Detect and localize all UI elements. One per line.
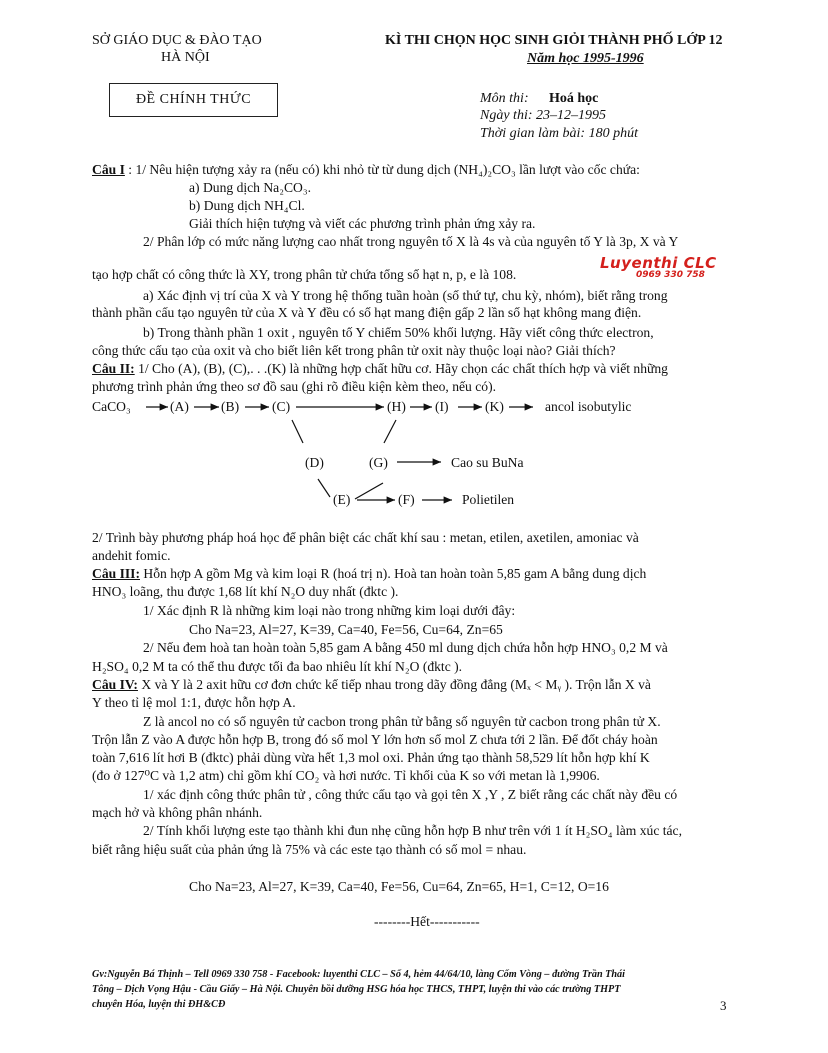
exam-date: Ngày thi: 23–12–1995	[480, 108, 606, 123]
q4-line-6: (đo ở 127⁰C và 1,2 atm) chỉ gồm khí CO₂ và hơi nước. Tỉ khối của K so với metan là 1,9906.	[92, 768, 600, 783]
node-k: (K)	[485, 399, 504, 414]
watermark-brand: Luyenthi CLC	[600, 254, 717, 272]
node-buna-rubber: Cao su BuNa	[451, 455, 524, 470]
department-city: HÀ NỘI	[161, 50, 210, 65]
q1-part2-line-2: tạo hợp chất có công thức là XY, trong phân tử chứa tổng số hạt n, p, e là 108.	[92, 267, 517, 282]
q4-label: Câu IV:	[92, 677, 138, 692]
q2-line-2: phương trình phản ứng theo sơ đồ sau (ghi rõ điều kiện kèm theo, nếu có).	[92, 379, 496, 394]
q1-option-b: b) Dung dịch NH₄Cl.	[189, 198, 305, 213]
line-e-g	[355, 483, 383, 499]
atomic-masses: Cho Na=23, Al=27, K=39, Ca=40, Fe=56, Cu=64, Zn=65, H=1, C=12, O=16	[189, 879, 609, 894]
q4-line-1: Câu IV: X và Y là 2 axit hữu cơ đơn chức kế tiếp nhau trong dãy đồng đẳng (Mₓ < Mᵧ ). Trộn lẫn X và	[92, 677, 651, 692]
q1-label: Câu I	[92, 162, 125, 177]
q4-line-8: mạch hở và không phân nhánh.	[92, 805, 263, 820]
q4-line-9: 2/ Tính khối lượng este tạo thành khi đun nhẹ cũng hỗn hợp B như trên với 1 ít H₂SO₄ làm xúc tác,	[143, 823, 682, 838]
school-year: Năm học 1995-1996	[527, 51, 644, 66]
q3-line-1: Câu III: Hỗn hợp A gồm Mg và kim loại R (hoá trị n). Hoà tan hoàn toàn 5,85 gam A bằng dung dịch	[92, 566, 647, 581]
page-number: 3	[720, 998, 727, 1013]
department-name: SỞ GIÁO DỤC & ĐÀO TẠO	[92, 33, 262, 48]
line-c-d	[292, 420, 303, 443]
node-i: (I)	[435, 399, 449, 414]
node-polyethylene: Polietilen	[462, 492, 515, 507]
q2-part2-line-1: 2/ Trình bày phương pháp hoá học để phân biệt các chất khí sau : metan, etilen, axetilen, amoniac và	[92, 530, 639, 545]
node-g: (G)	[369, 455, 388, 470]
footer-line-3: chuyên Hóa, luyện thi ĐH&CĐ	[92, 999, 226, 1010]
q1-part2a-line-2: thành phần cấu tạo nguyên tử của X và Y đều có số hạt mang điện gấp 2 lần số hạt không mang điện.	[92, 305, 642, 320]
node-d: (D)	[305, 455, 324, 470]
q1-option-a: a) Dung dịch Na₂CO₃.	[189, 180, 311, 195]
watermark-phone: 0969 330 758	[636, 270, 705, 280]
q1-part2-line-1: 2/ Phân lớp có mức năng lượng cao nhất trong nguyên tố X là 4s và của nguyên tố Y là 3p, X và Y	[143, 234, 679, 249]
q4-line-2: Y theo tỉ lệ mol 1:1, được hỗn hợp A.	[92, 695, 296, 710]
q3-line-4: Cho Na=23, Al=27, K=39, Ca=40, Fe=56, Cu=64, Zn=65	[189, 622, 503, 637]
node-e: (E)	[333, 492, 351, 507]
node-c: (C)	[272, 399, 291, 414]
q2-label: Câu II:	[92, 361, 135, 376]
q1-part2b-line-1: b) Trong thành phần 1 oxit , nguyên tố Y chiếm 50% khối lượng. Hãy viết công thức electron,	[143, 325, 654, 340]
line-d-e	[318, 479, 330, 497]
node-a: (A)	[170, 399, 189, 414]
watermark-logo	[600, 254, 717, 280]
node-f: (F)	[398, 492, 415, 507]
q3-line-2: HNO₃ loãng, thu được 1,68 lít khí N₂O duy nhất (đktc ).	[92, 584, 399, 599]
q1-line-1: Câu I : 1/ Nêu hiện tượng xảy ra (nếu có) khi nhỏ từ từ dung dịch (NH₄)₂CO₃ lần lượt vào cốc chứa:	[92, 162, 640, 177]
footer-line-2: Tông – Dịch Vọng Hậu - Cầu Giấy – Hà Nội. Chuyên bồi dưỡng HSG hóa học THCS, THPT, luyện thi vào các trường THPT	[92, 984, 621, 995]
node-ancol-isobutylic: ancol isobutylic	[545, 399, 632, 414]
end-marker: --------Hết-----------	[374, 914, 480, 929]
footer-line-1: Gv:Nguyễn Bá Thịnh – Tell 0969 330 758 - Facebook: luyenthi CLC – Số 4, hẻm 44/64/10, làng Cốm Vòng – đường Trần Thái	[92, 969, 625, 980]
q3-label: Câu III:	[92, 566, 140, 581]
q4-line-3: Z là ancol no có số nguyên tử cacbon trong phân tử bằng số nguyên tử cacbon trong phân tử X.	[143, 714, 661, 729]
q1-instruction: Giải thích hiện tượng và viết các phương trình phản ứng xảy ra.	[189, 216, 536, 231]
line-h-g	[384, 420, 396, 443]
official-exam-label: ĐỀ CHÍNH THỨC	[135, 92, 252, 107]
q2-line-1: Câu II: 1/ Cho (A), (B), (C),. . .(K) là những hợp chất hữu cơ. Hãy chọn các chất thích hợp và viết những	[92, 361, 668, 376]
q3-line-3: 1/ Xác định R là những kim loại nào trong những kim loại dưới đây:	[143, 603, 516, 618]
node-caco3: CaCO₃	[92, 399, 131, 414]
official-exam-box	[109, 83, 278, 117]
exam-title: KÌ THI CHỌN HỌC SINH GIỎI THÀNH PHỐ LỚP 12	[385, 33, 723, 48]
q3-line-6: H₂SO₄ 0,2 M ta có thể thu được tối đa bao nhiêu lít khí N₂O (đktc ).	[92, 659, 463, 674]
q4-line-4: Trộn lẫn Z vào A được hỗn hợp B, trong đó số mol Y lớn hơn số mol Z chưa tới 2 lần. Để đốt cháy hoàn	[92, 732, 658, 747]
node-h: (H)	[387, 399, 406, 414]
q4-line-7: 1/ xác định công thức phân tử , công thức cấu tạo và gọi tên X ,Y , Z biết rằng các chất này đều có	[143, 787, 678, 802]
q3-line-5: 2/ Nếu đem hoà tan hoàn toàn 5,85 gam A bằng 450 ml dung dịch chứa hỗn hợp HNO₃ 0,2 M và	[143, 640, 668, 655]
exam-duration: Thời gian làm bài: 180 phút	[480, 126, 638, 141]
subject-label: Môn thi:	[480, 91, 529, 106]
q4-line-5: toàn 7,616 lít hơi B (đktc) phải dùng vừa hết 1,3 mol oxi. Phản ứng tạo thành 58,529 lít hỗn hợp khí K	[92, 750, 650, 765]
subject-value: Hoá học	[549, 91, 599, 106]
q2-part2-line-2: andehit fomic.	[92, 548, 171, 563]
q1-part2a-line-1: a) Xác định vị trí của X và Y trong hệ thống tuần hoàn (số thứ tự, chu kỳ, nhóm), biết rằng trong	[143, 288, 668, 303]
q1-part2b-line-2: công thức cấu tạo của oxit và cho biết liên kết trong phân tử oxit này thuộc loại nào? Giải thích?	[92, 343, 616, 358]
node-b: (B)	[221, 399, 240, 414]
q4-line-10: biết rằng hiệu suất của phản ứng là 75% và các este tạo thành có số mol = nhau.	[92, 842, 527, 857]
